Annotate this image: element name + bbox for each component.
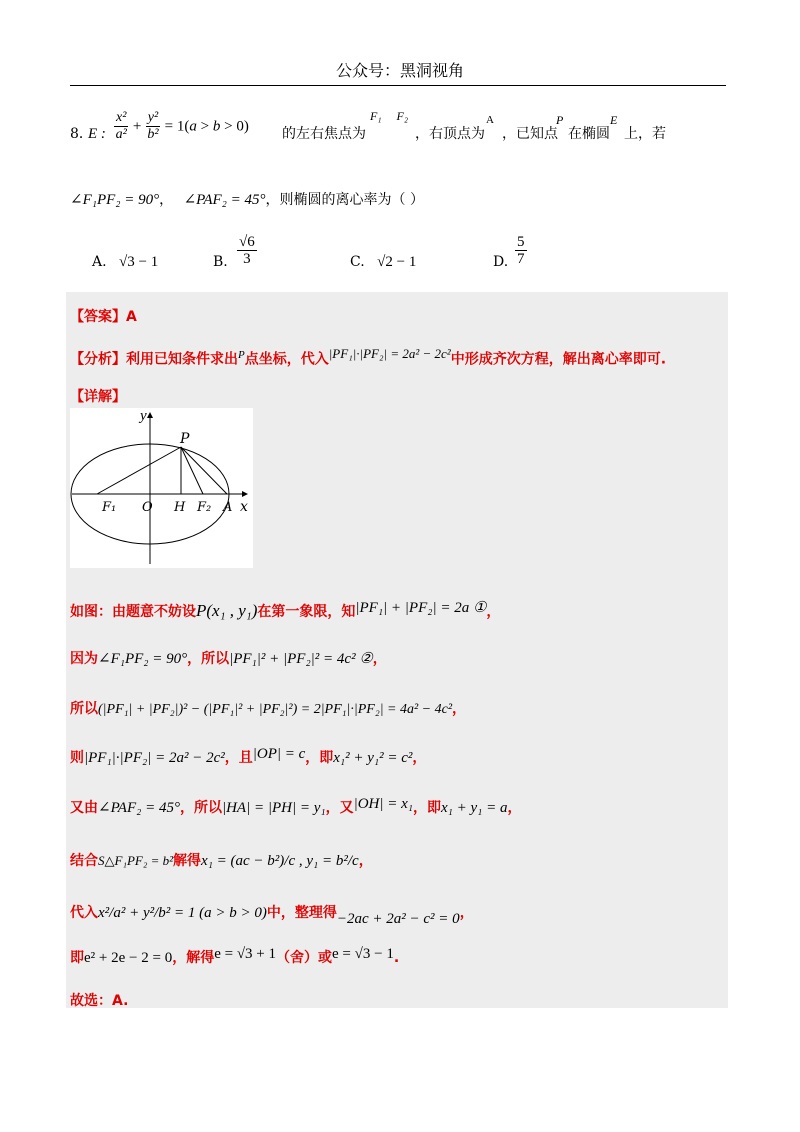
stem-text-point: ，已知点 xyxy=(502,126,558,142)
math: e = √3 − 1 xyxy=(332,946,394,962)
stem-text-vertex: ，右顶点为 xyxy=(415,126,485,142)
text: 中，整理得 xyxy=(266,905,337,921)
text: 解得 xyxy=(173,853,202,869)
page-header: 公众号：黑洞视角 xyxy=(335,61,464,80)
math: x²/a² + y²/b² = 1 (a > b > 0) xyxy=(98,905,267,921)
stem-text-foci: 的左右焦点为 xyxy=(282,126,366,142)
math: (|PF₁| + |PF₂|)² − (|PF₁|² + |PF₂|²) = 2|PF₁|·|PF₂| = 4a² − 4c² xyxy=(98,702,453,717)
text: ，所以 xyxy=(179,800,222,816)
solution-line-8 xyxy=(70,946,399,967)
math: x₁ + y₁ = a xyxy=(441,800,508,816)
ellipse-figure xyxy=(70,408,253,568)
ellipse-equation: $\frac{\text{x²}}{\text{a²}}$ + $\frac{\text{y²}}{\text{b²}}$ = 1(a > b > 0) xyxy=(115,110,249,142)
math: ∠F₁PF₂ = 90° xyxy=(98,651,188,667)
ellipse-var: E : xyxy=(88,126,106,142)
ellipse-name-label: E xyxy=(610,113,618,127)
solution-line-5 xyxy=(70,796,522,817)
question-stem-line-2 xyxy=(70,190,730,212)
label-f1: F₁ xyxy=(102,500,117,515)
text: 所以 xyxy=(70,701,98,717)
question-prompt: ，则椭圆的离心率为（ ） xyxy=(265,192,424,208)
option-b[interactable] xyxy=(213,232,273,278)
text: . xyxy=(393,950,400,966)
label-x: x xyxy=(240,499,248,515)
condition-angle-90: ∠F₁PF₂ = 90° xyxy=(70,192,160,208)
math: |OH| = x₁ xyxy=(353,796,413,812)
solution-line-4 xyxy=(70,746,426,767)
question-number: 8． xyxy=(70,126,93,142)
text: ，即 xyxy=(305,750,334,766)
option-a[interactable] xyxy=(92,254,158,271)
math: |PF₁|² + |PF₂|² = 4c² ② xyxy=(229,651,373,667)
question-stem-line-1 xyxy=(70,110,730,160)
math: |PF₁| + |PF₂| = 2a ① xyxy=(355,600,487,616)
analysis-p: P xyxy=(238,349,245,361)
detail-label: 【详解】 xyxy=(70,389,126,405)
sep: ， xyxy=(159,192,174,208)
label-f2: F₂ xyxy=(197,500,212,515)
text: 如图：由题意不妨设 xyxy=(70,604,196,620)
text: ，所以 xyxy=(187,651,230,667)
solution-line-3 xyxy=(70,698,466,718)
label-a: A xyxy=(223,500,233,515)
text: 代入 xyxy=(70,905,98,921)
label-o: O xyxy=(142,500,153,515)
option-b-label: B. xyxy=(213,254,228,270)
solution-line-7 xyxy=(70,902,474,928)
math: |PF₁|·|PF₂| = 2a² − 2c² xyxy=(84,750,225,766)
text: ，解得 xyxy=(172,950,215,966)
label-h: H xyxy=(174,500,186,515)
math: |OP| = c xyxy=(252,746,306,762)
text: ， xyxy=(459,905,474,921)
math: x₁ = (ac − b²)/c , y₁ = b²/c xyxy=(201,853,359,869)
math: |HA| = |PH| = y₁ xyxy=(221,800,326,816)
analysis-text-2: 点坐标，代入 xyxy=(244,351,329,368)
stem-text-if: 上，若 xyxy=(624,126,666,142)
option-c-value: √2 − 1 xyxy=(377,254,417,270)
solution-line-6 xyxy=(70,850,373,870)
text: ， xyxy=(452,701,467,717)
text: ，即 xyxy=(413,800,441,816)
option-b-value: $\frac{√6}{3}$ xyxy=(239,234,255,267)
math: S△F₁PF₂ = b² xyxy=(98,853,174,868)
text: 又由 xyxy=(70,800,98,816)
text: ，又 xyxy=(325,800,354,816)
math: −2ac + 2a² − c² = 0 xyxy=(336,911,460,927)
option-d[interactable] xyxy=(493,234,543,280)
foci-labels: F₁ F₂ xyxy=(370,109,409,123)
solution-line-1 xyxy=(70,598,500,621)
vertex-label: A xyxy=(486,114,494,126)
point-label: P xyxy=(556,113,564,127)
label-p: P xyxy=(180,431,190,447)
text: 即 xyxy=(70,950,84,966)
text: ， xyxy=(486,604,501,620)
text: ， xyxy=(412,750,427,766)
option-c[interactable] xyxy=(350,254,416,271)
math: P(x₁ , y₁) xyxy=(196,601,258,620)
label-y: y xyxy=(140,408,147,424)
solution-line-2 xyxy=(70,648,387,668)
header-divider xyxy=(70,85,726,86)
stem-text-ellipse: 在椭圆 xyxy=(568,126,610,142)
analysis-line xyxy=(70,346,666,369)
option-a-value: √3 − 1 xyxy=(119,254,159,270)
text: 则 xyxy=(70,750,84,766)
math: x₁² + y₁² = c² xyxy=(333,750,413,766)
option-d-label: D. xyxy=(493,254,509,270)
text: 在第一象限，知 xyxy=(257,604,356,620)
analysis-text-1: 【分析】利用已知条件求出 xyxy=(70,351,238,368)
text: ， xyxy=(358,853,373,869)
option-a-label: A. xyxy=(92,254,107,270)
text: 因为 xyxy=(70,651,98,667)
text: ， xyxy=(507,800,522,816)
text: ， xyxy=(372,651,387,667)
option-d-value: $\frac{5}{7}$ xyxy=(517,234,525,267)
math: e = √3 + 1 xyxy=(214,946,277,962)
analysis-text-3: 中形成齐次方程，解出离心率即可. xyxy=(450,351,667,368)
math: e² + 2e − 2 = 0 xyxy=(84,950,173,966)
answer-label: 【答案】A xyxy=(70,309,137,325)
text: （舍）或 xyxy=(276,950,333,966)
math: ∠PAF₂ = 45° xyxy=(98,800,180,816)
ellipse-diagram xyxy=(70,408,253,568)
analysis-equation: |PF₁|·|PF₂| = 2a² − 2c² xyxy=(328,346,451,361)
final-answer: 故选：A. xyxy=(70,993,129,1009)
option-c-label: C. xyxy=(350,254,365,270)
text: 结合 xyxy=(70,853,98,869)
text: ，且 xyxy=(224,750,253,766)
condition-angle-45: ∠PAF₂ = 45° xyxy=(183,192,266,208)
